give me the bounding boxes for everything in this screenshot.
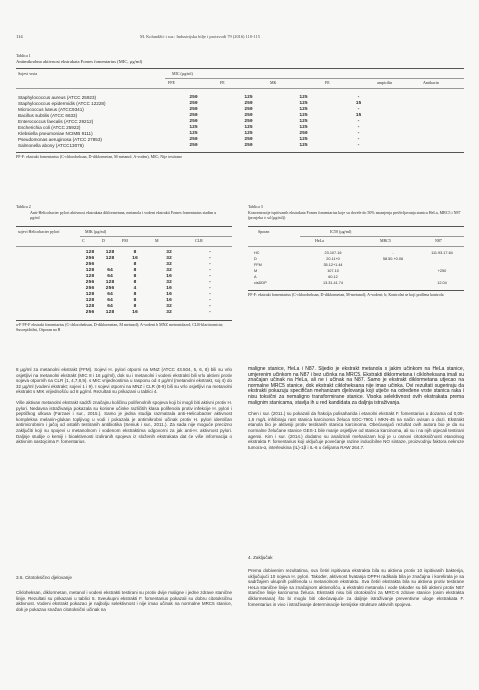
table-cell: 250 — [244, 101, 253, 106]
table-cell: 250 — [299, 131, 308, 136]
paragraph: Chen i sur. (2011.) su pokazali da frakcija polisaharida i etanolni ekstrakt F. fomentarius u dozama od 0,05-1,6 mg/L inhibiraju rast stanica karcinoma želuca SGC-7901 i MKN-45 na način ovisan o dozi. Ekstrakt etanola bio je aktivniji protiv testiranih stanica karcinoma. Obećavajući rezultat ovih autora bio je da su normalne želučane stanice GES-1 bile manje osjetljive od stanica karcinoma, ali su i na njih utjecali testirani agensi. Kim i sur. (2014.) dodatno su analizirali mehanizam koji je u osnovi citotoksičnosti etanolnog ekstrakta F. fomentarius koji uključuje povećanje razine inducibilne NO sintaze, proizvodnju faktora nekroze tumora-α, interleukina (IL)-1β i IL-6 u ćelijama RAW 264.7. — [248, 411, 464, 450]
table2-body — [16, 250, 232, 316]
table-cell: - — [357, 143, 360, 148]
species-name: Micrococcus luteus (ATCC9341) — [18, 107, 84, 112]
table-cell: 15 — [355, 101, 362, 106]
table3-label: Tablica 3 — [248, 204, 263, 209]
table1-head-row — [165, 80, 464, 86]
table2-col-head: D — [102, 238, 105, 243]
table-cell: - — [208, 292, 212, 297]
table-cell — [16, 310, 80, 316]
table-cell: 16 — [166, 274, 172, 279]
species-name: Escherichia coli (ATCC 25922) — [18, 125, 81, 130]
table1-mic-rule — [165, 78, 464, 79]
table-cell: 128 — [85, 298, 95, 303]
table1-body — [16, 95, 464, 149]
left-column — [16, 367, 232, 450]
table2-note: a-F FF-F ekstrakt fomentarius (C-chloroheksan, D-diklormetan, M metanol); A-vodeni b MNZ metronidazol; CLR-klaritromicin; Susceptibilni, Otporan na R — [16, 322, 224, 332]
table-cell: - — [208, 280, 212, 285]
table1-head-rule — [16, 88, 464, 89]
table-cell: 250 — [244, 107, 253, 112]
right-column-conclusion — [248, 568, 464, 612]
table1-col-head: FFE — [168, 80, 175, 85]
table-cell: 32 — [166, 262, 172, 267]
table-cell: 256 — [85, 280, 95, 285]
species-name: Pseudomonas aeruginosa (ATCC 27853) — [18, 137, 102, 142]
table1-col-head: FE — [325, 80, 330, 85]
table1-head-species: Sojevi vrsta — [18, 71, 37, 76]
paragraph: maligne stanice, HeLa i N87. Sljedio je ekstrakt metanola s jakim učinkom na HeLa stanice, umjerenim učinkom na N87 i bez učinka na MRC5. Ekstrakti diklormetana i cikloheksana imali su značajan učinak na HeLa, ali ne i učinak na N87. Samo je ekstrakt diklormetana utjecao na normalne MRC5 stanice, dok ekstrakt cikloheksana nije imao učinka. Ovi rezultati sugeriraju da ekstrakti pokazuju specifičan mehanizam djelovanja koji utječe na određene vrste stanica raka i nisu toksični za nemaligno transformirane stanice. Visoka selektivnost ovih ekstrakata prema malignim stanicama, stavlja ih u red kandidata za daljnja istraživanja. — [248, 366, 464, 406]
table-cell: 107.10 — [327, 269, 339, 273]
species-name: Staphylococcus aureus (ATCC 25923) — [18, 95, 97, 100]
table3-head-row — [300, 238, 464, 244]
table-cell: 125 — [299, 143, 308, 148]
table-cell: 128 — [85, 292, 95, 297]
table-cell: 125 — [299, 137, 308, 142]
table-cell: 32 — [166, 304, 172, 309]
table2-head-rule — [16, 246, 232, 247]
page-number: 114 — [16, 34, 23, 39]
table-cell: 256 — [85, 286, 95, 291]
species-name: Salmonella abony (ATCC13076) — [18, 143, 84, 148]
table-cell: 15 — [355, 113, 362, 118]
table-cell: - — [208, 268, 212, 273]
table-cell: 64 — [107, 268, 113, 273]
table-cell: 125 — [299, 119, 308, 124]
table1-note: FF-F: ekstrakt fomentarius (C-chloroheksan, D-diklormetan, M metanol, A-voden), MIC; Nije testirano — [16, 154, 182, 159]
table1-col-head: MK — [270, 80, 277, 85]
table-cell: 32 — [166, 268, 172, 273]
table-cell: - — [357, 137, 360, 142]
table-cell: 16 — [166, 298, 172, 303]
table3-body — [248, 250, 464, 286]
table1-col-head: ampicilin — [377, 80, 393, 85]
table-cell: 250 — [189, 95, 198, 100]
table-cell: 8 — [133, 280, 137, 285]
table-cell: 8 — [133, 262, 137, 267]
table3-note: FF-F: ekstrakt fomentarius (C-chloroheksan, D-diklormetan, M-metanol); A-vodeni; b; Kontrolni se koji podlena kontrola — [248, 292, 444, 297]
table-cell: 64 — [107, 304, 113, 309]
table-cell: 125 — [244, 131, 253, 136]
section-heading-cytotoxicity: 3.6. Citotoksično djelovanje — [16, 575, 72, 580]
table2-col-head: M — [155, 238, 159, 243]
table3-head-ic: IC50 (µg/ml) — [330, 229, 352, 234]
table-cell: - — [357, 119, 360, 124]
species-name: Staphylococcus epidermidis (ATCC 12228) — [18, 101, 106, 106]
table2-mic-rule — [80, 236, 232, 237]
row-label: FFM — [254, 263, 262, 267]
row-label: cisDDP — [254, 281, 267, 285]
table-cell: 32 — [166, 256, 172, 261]
table-cell: 58.50.+0.06 — [382, 257, 404, 261]
species-name: Klebsiella pneumoniae NCIMB 9111) — [18, 131, 93, 136]
table3-head-rule — [248, 246, 464, 247]
table-cell: - — [357, 131, 360, 136]
table2-head-row — [80, 238, 232, 244]
table-cell: 125 — [299, 107, 308, 112]
table-cell: 250 — [244, 137, 253, 142]
table-cell: 128 — [105, 256, 115, 261]
table1-label: Tablica 1 — [16, 53, 31, 58]
table2-top-rule — [16, 226, 232, 227]
table-cell: 23.107.16 — [324, 251, 342, 255]
table-cell: 125 — [244, 125, 253, 130]
table-cell: 16 — [132, 310, 138, 315]
table-cell: 125 — [244, 95, 253, 100]
paragraph: 8 µg/ml za metanolni ekstrakt (FFM). Sojevi H. pylori otporni na MNZ (ATCC 43.504, 5, 6, 8) bili su vrlo osjetljivi na metanolni ekstrakt (MIC 8 i 16 µg/ml), dok su i metanolni i vodeni ekstrakti bili vrlo aktivni protiv sojeva otpornih na CLR (1, 4,7,8,9). s MIC vrijednostima u rasponu od 4 µg/ml (metanolni ekstrakt, soj 4) do 32 µg/ml (vodeni ekstrakt; sojevi 1 i 9). I sojevi otporni na MNZ i CLR (8-9) bili su vrlo osjetljivi na metanolni ekstrakt s MIK vrijednošću od 8 µg/ml. Rezultati su prikazani u tablici 4. — [16, 367, 232, 395]
table-cell: 8 — [133, 304, 137, 309]
table-cell: 20.11+0 — [326, 257, 340, 261]
table-cell: 8 — [133, 274, 137, 279]
table-cell — [386, 143, 464, 149]
table-cell: - — [208, 286, 212, 291]
species-name: Enterococcus faecalis (ATCC 29212) — [18, 119, 94, 124]
table3-ic-rule — [300, 236, 464, 237]
table-cell: 128 — [105, 280, 115, 285]
table-cell: 256 — [105, 286, 115, 291]
table1-head-mic: MIC (µg/ml) — [172, 71, 193, 76]
table-cell: 250 — [189, 119, 198, 124]
table-cell: 64 — [107, 298, 113, 303]
table-cell: 125 — [299, 95, 308, 100]
table-cell: 16 — [132, 256, 138, 261]
table-cell: 128 — [85, 304, 95, 309]
table1-col-head: Amikacin — [423, 80, 439, 85]
table-cell: 250 — [189, 101, 198, 106]
table3-head-species: Sporan — [258, 229, 270, 234]
table-cell: 250 — [244, 113, 253, 118]
table2-head-strain: sojevi Helicobacter pylori — [18, 229, 60, 234]
table-cell: 128 — [85, 268, 95, 273]
table1-col-head: FE — [220, 80, 225, 85]
row-label: D — [254, 257, 257, 261]
table-cell: 250 — [189, 113, 198, 118]
running-title: M. Kolundžić i sur.: Industrijska bilje i proizvodi 79 (2016) 110-115 — [140, 34, 260, 39]
table-cell: 8 — [133, 292, 137, 297]
table-cell: 128 — [85, 250, 95, 255]
table-cell: - — [208, 298, 212, 303]
table-cell: 125 — [299, 125, 308, 130]
table-cell: 111.93.17.64 — [431, 251, 453, 255]
table-cell: 256 — [85, 256, 95, 261]
paragraph: Cikloheksan, diklormetan, metanol i vodeni ekstrakti testirani su protiv dvije maligne i jedne zdrave stanične linije. Rezultati su prikazani u tablici 5. Sveukupni ekstrakti F. fomentarius pokazali su dobru citotoksičnu aktivnost. Vodeni ekstrakt pokazao je najbolju selektivnost i nije imao učinak na normalne MRC5 stanice, dok je pokazao snažan citotoksični učinak na — [16, 590, 232, 612]
table-cell: 32 — [166, 310, 172, 315]
table3-top-rule — [248, 226, 464, 227]
species-name: Bacillus subtilis (ATCC 6633) — [18, 113, 78, 118]
table-cell: 16 — [166, 286, 172, 291]
table3-bottom-rule — [248, 290, 464, 291]
table1-caption: Antimikrobna aktivnost ekstrakata Fomes fomentarius (MIC, µg/ml) — [16, 59, 143, 64]
table-cell: 250 — [189, 107, 198, 112]
table2-head-mic: MIK (µg/ml) — [85, 229, 107, 234]
table-cell: - — [357, 95, 360, 100]
table3-col-head: HeLa — [315, 238, 324, 243]
table-row — [248, 280, 464, 286]
paragraph: Više aktivan metanolni ekstrakt sadrži značajnu količinu polifenolnih spojeva koji bi mogli biti aktivni protiv H. pylori. Nedavna istraživanja pokazala su korisne učinke različitih klasa polifenola protiv infekcije H. pylori i peptičkog ulkusa (Farzaei i sur., 2015.). Samo je jedna studija razmatrala anti-Helicobacter aktivnost kompleksa melanin-glukan topljivog u vodi i pokazala je antimikrobni učinak protiv H. pylori identičan antimicrobnim i jačoj od ostalih testiranih antibiotika (Seniuk i sur., 2011.). Za sada nije moguće precizno zaključiti koji su spojevi u metanolnom i vodenom ekstraktima odgovorni za jak anti-H. aktivnost pylori. Daljnje studije o kemiji i bioaktivnosti izoliranih spojeva iz složenih ekstrakata dat će više informacija o aktivnim sastojcima F. fomentarius. — [16, 399, 232, 445]
row-label: M — [254, 269, 258, 273]
table-cell: 250 — [244, 143, 253, 148]
table-cell: 250 — [189, 137, 198, 142]
table-cell: 128 — [85, 274, 95, 279]
table-cell: 32 — [166, 280, 172, 285]
table-cell: - — [208, 256, 212, 261]
table2-col-head: FM — [122, 238, 128, 243]
right-column — [248, 367, 464, 455]
table-cell: 125 — [299, 113, 308, 118]
table-cell: 12.04 — [437, 281, 447, 285]
table3-col-head: MRC5 — [380, 238, 391, 243]
left-column-cyto — [16, 590, 232, 617]
table-cell: 125 — [189, 131, 198, 136]
table-cell: 128 — [105, 250, 115, 255]
table-cell: 125 — [189, 125, 198, 130]
table-cell: 8 — [133, 250, 137, 255]
table-cell: 64 — [107, 274, 113, 279]
table-cell: 8 — [133, 298, 137, 303]
table-cell: 35.12+1.44 — [323, 263, 343, 267]
table-row — [16, 143, 464, 149]
section-heading-conclusion: 4. Zaključak — [248, 555, 273, 560]
table-row — [16, 310, 232, 316]
table-cell: +250 — [437, 269, 447, 273]
table-cell: 32 — [166, 250, 172, 255]
table3-caption: Koncentracije ispitivanih ekstrakata Fomes fomentarius koje su dovele do 50% smanjenja preživljavanja stanica HeLa, MRC5 i N87 (prosjeka ± sd (µg/ml)) — [248, 210, 461, 220]
table1-bottom-rule — [16, 152, 464, 153]
table-cell: - — [357, 107, 360, 112]
table3-col-head: N87 — [435, 238, 442, 243]
table-cell: 60.12 — [328, 275, 338, 279]
table-cell: 13.31.41.74 — [322, 281, 344, 285]
table-cell: 256 — [85, 262, 95, 267]
table2-bottom-rule — [16, 320, 232, 321]
table-cell: 125 — [299, 101, 308, 106]
table-cell: 250 — [189, 143, 198, 148]
row-label: A — [254, 275, 257, 279]
table1-top-rule — [16, 68, 464, 69]
table-cell: - — [208, 250, 212, 255]
table-cell — [366, 280, 420, 286]
table-cell: 64 — [107, 292, 113, 297]
table-cell: 16 — [166, 292, 172, 297]
table-cell: - — [208, 304, 212, 309]
table-cell: 4 — [133, 286, 137, 291]
table-cell: 250 — [244, 119, 253, 124]
table-cell: 8 — [133, 268, 137, 273]
table2-col-head: C — [82, 238, 85, 243]
table-cell: - — [357, 125, 360, 130]
table-cell: 128 — [105, 310, 115, 315]
table-cell: - — [208, 262, 212, 267]
table-cell: 256 — [85, 310, 95, 315]
table-cell: - — [392, 251, 394, 255]
table2-label: Tablica 2 — [16, 204, 31, 209]
paragraph: Prema dobivenim rezultatima, sva četiri ispitivana ekstrakta bila su aktivna protiv 10 ispitivanih bakterija, uključujući 10 sojeva H. pylori. Također, aktivnost hvatanja DPPH radikala bila je značajna i korelirala je sa sadržajem ukupnih polifenola u metanolnom ekstraktu. Sva četiri ekstrakta bila su aktivna protiv testirane HeLa stanične linije sa značajnom aktivnošću, a ekstrakti metanola i vode također su bili aktivni protiv N87 stanične linije karcinoma želuca. Ekstrakti nisu bili citotoksični za MRC-5 zdrave stanice (osim ekstrakta diklormetana) što bi moglo biti obećavajuće za daljnje istraživanje preventivne uloge ekstrakata F. fomentarius in vivo i istraživanje determinacije kemijske strukture aktivnih spojeva. — [248, 568, 464, 607]
table-cell: - — [208, 310, 212, 315]
table2-caption: Anti-Helicobacter pylori aktivnost ekstrakata diklormetana, metanola i vodeni ekstrakti Fomes fomentarius stadim u µg/ml — [30, 210, 217, 220]
row-label: HC — [254, 251, 260, 255]
table2-col-head: CLR — [195, 238, 203, 243]
table-cell: - — [208, 274, 212, 279]
